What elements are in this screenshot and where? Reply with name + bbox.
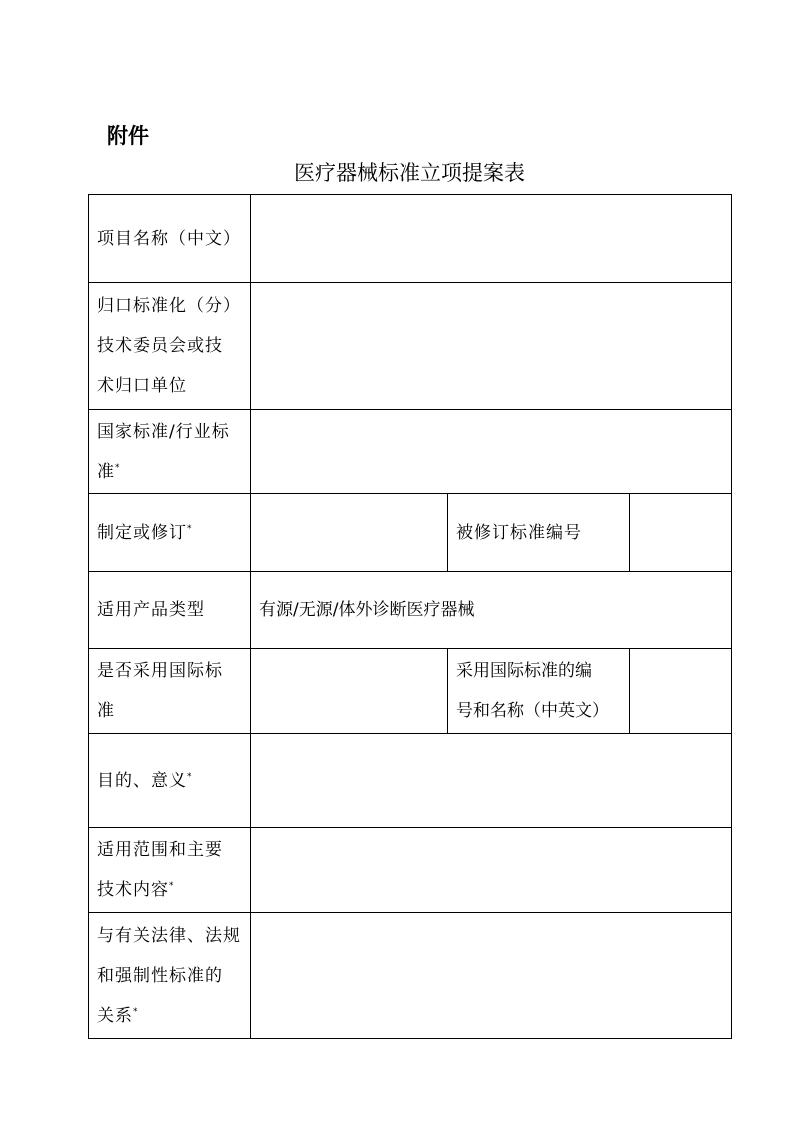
- international-standard-label: [448, 649, 630, 734]
- row-scope: [89, 828, 732, 913]
- scope-label-line-1: 适用范围和主要: [97, 840, 223, 860]
- product-type-label: 适用产品类型: [89, 572, 251, 649]
- international-standard-label-line-1: 采用国际标准的编: [456, 661, 592, 681]
- purpose-label: 目的、意义*: [89, 734, 251, 828]
- adopt-international-field[interactable]: [251, 649, 448, 734]
- committee-label-line-2: 技术委员会或技: [97, 336, 223, 356]
- project-name-label: [89, 195, 251, 283]
- committee-label-line-3: 术归口单位: [97, 376, 187, 396]
- standard-level-label: [89, 410, 251, 494]
- attachment-label: 附件: [107, 124, 149, 148]
- required-mark: *: [115, 462, 121, 473]
- revised-standard-no-field[interactable]: [630, 494, 732, 572]
- relation-label: [89, 913, 251, 1039]
- standard-level-label-line-1: 国家标准/行业标: [97, 421, 230, 442]
- row-relation: [89, 913, 732, 1039]
- scope-label: [89, 828, 251, 913]
- relation-field[interactable]: [251, 913, 732, 1039]
- formulate-or-revise-field[interactable]: [251, 494, 448, 572]
- required-mark: *: [169, 881, 175, 891]
- adopt-international-label-line-2: 准: [97, 701, 115, 721]
- formulate-or-revise-label: 制定或修订*: [89, 494, 251, 572]
- row-purpose: [89, 734, 732, 828]
- project-name-field[interactable]: [251, 195, 732, 283]
- standard-level-field[interactable]: [251, 410, 732, 494]
- scope-field[interactable]: [251, 828, 732, 913]
- committee-label-line-1: 归口标准化（分）: [97, 296, 241, 316]
- relation-label-line-1: 与有关法律、法规: [97, 925, 241, 946]
- required-mark: *: [187, 523, 193, 534]
- standard-level-label-line-2: 准*: [97, 461, 121, 482]
- international-standard-field[interactable]: [630, 649, 732, 734]
- adopt-international-label-line-1: 是否采用国际标: [97, 661, 223, 681]
- row-standard-level: [89, 410, 732, 494]
- product-type-field[interactable]: [251, 572, 732, 649]
- row-project-name: [89, 195, 732, 283]
- product-type-value: 有源/无源/体外诊断医疗器械: [259, 600, 475, 620]
- purpose-field[interactable]: [251, 734, 732, 828]
- proposal-form-table: [88, 194, 732, 1039]
- project-name-label-text: 项目名称（中文）: [97, 228, 241, 249]
- committee-label: [89, 283, 251, 410]
- required-mark: *: [187, 771, 193, 782]
- relation-label-line-3: 关系*: [97, 1005, 139, 1026]
- row-adopt-international: [89, 649, 732, 734]
- scope-label-line-2: 技术内容*: [97, 880, 175, 900]
- relation-label-line-2: 和强制性标准的: [97, 965, 223, 986]
- international-standard-label-line-2: 号和名称（中英文）: [456, 701, 609, 721]
- adopt-international-label: [89, 649, 251, 734]
- form-title: 医疗器械标准立项提案表: [294, 161, 525, 185]
- committee-field[interactable]: [251, 283, 732, 410]
- required-mark: *: [133, 1006, 139, 1017]
- row-product-type: [89, 572, 732, 649]
- revised-standard-no-label: 被修订标准编号: [448, 494, 630, 572]
- row-formulate-revise: [89, 494, 732, 572]
- row-committee: [89, 283, 732, 410]
